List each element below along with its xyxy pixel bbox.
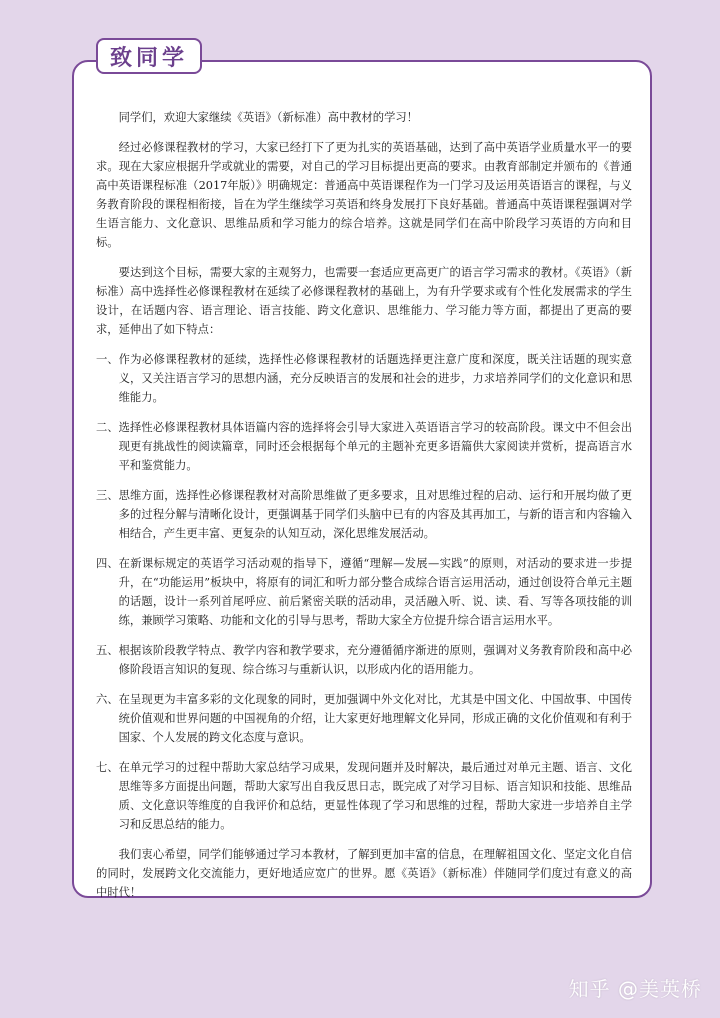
feature-item (96, 554, 632, 630)
feature-text: 在新课标规定的英语学习活动观的指导下，遵循“理解—发展—实践”的原则，对活动的要求进一步提升，在“功能运用”板块中，将原有的词汇和听力部分整合成综合语言运用活动，通过创设符合单元主题的话题，设计一系列首尾呼应、前后紧密关联的活动串，灵活融入听、说、读、看、写等各项技能的训练，兼顾学习策略、功能和文化的引导与思考，帮助大家全方位提升综合语言运用水平。 (118, 557, 632, 627)
feature-text: 思维方面，选择性必修课程教材对高阶思维做了更多要求，且对思维过程的启动、运行和开展均做了更多的过程分解与清晰化设计，更强调基于同学们头脑中已有的内容及其再加工，与新的语言和内容输入相结合，产生更丰富、更复杂的认知互动，深化思维发展活动。 (118, 489, 632, 540)
features-intro-paragraph: 要达到这个目标，需要大家的主观努力，也需要一套适应更高更广的语言学习需求的教材。《英语》（新标准）高中选择性必修课程教材在延续了必修课程教材的基础上，为有升学要求或有个性化发展需求的学生设计，在话题内容、语言理论、语言技能、跨文化意识、思维能力、学习能力等方面，都提出了更高的要求，延伸出了如下特点： (96, 266, 632, 336)
feature-number: 七、 (96, 761, 119, 774)
feature-number: 二、 (96, 421, 119, 434)
feature-text: 在呈现更为丰富多彩的文化现象的同时，更加强调中外文化对比，尤其是中国文化、中国故事、中国传统价值观和世界问题的中国视角的介绍，让大家更好地理解文化异同，形成正确的文化价值观和有利于国家、个人发展的跨文化态度与意识。 (118, 693, 632, 744)
intro-paragraph: 经过必修课程教材的学习，大家已经打下了更为扎实的英语基础，达到了高中英语学业质量水平一的要求。现在大家应根据升学或就业的需要，对自己的学习目标提出更高的要求。由教育部制定并颁布的《普通高中英语课程标准（2017年版）》明确规定：普通高中英语课程作为一门学习及运用英语语言的课程，与义务教育阶段的课程相衔接，旨在为学生继续学习英语和终身发展打下良好基础。普通高中英语课程强调对学生语言能力、文化意识、思维品质和学习能力的综合培养。这就是同学们在高中阶段学习英语的方向和目标。 (96, 141, 632, 249)
feature-number: 三、 (96, 489, 119, 502)
letter-content (96, 108, 632, 913)
feature-number: 六、 (96, 693, 119, 706)
feature-item (96, 758, 632, 834)
feature-text: 作为必修课程教材的延续，选择性必修课程教材的话题选择更注意广度和深度，既关注话题的现实意义，又关注语言学习的思想内涵，充分反映语言的发展和社会的进步，力求培养同学们的文化意识和思维能力。 (118, 353, 632, 404)
feature-text: 在单元学习的过程中帮助大家总结学习成果，发现问题并及时解决，最后通过对单元主题、语言、文化思维等多方面提出问题，帮助大家写出自我反思日志，既完成了对学习目标、语言知识和技能、思维品质、文化意识等维度的自我评价和总结，更显性体现了学习和思维的过程，帮助大家进一步培养自主学习和反思总结的能力。 (118, 761, 632, 831)
feature-text: 根据该阶段教学特点、教学内容和教学要求，充分遵循循序渐进的原则，强调对义务教育阶段和高中必修阶段语言知识的复现、综合练习与重新认识，以形成内化的语用能力。 (118, 644, 632, 676)
feature-number: 四、 (96, 557, 119, 570)
feature-item (96, 690, 632, 747)
watermark: 知乎 @美英桥 (568, 977, 702, 1001)
closing-paragraph: 我们衷心希望，同学们能够通过学习本教材，了解到更加丰富的信息，在理解祖国文化、坚定文化自信的同时，发展跨文化交流能力，更好地适应宽广的世界。愿《英语》（新标准）伴随同学们度过有意义的高中时代！ (96, 848, 632, 899)
feature-item (96, 418, 632, 475)
feature-text: 选择性必修课程教材具体语篇内容的选择将会引导大家进入英语语言学习的较高阶段。课文中不但会出现更有挑战性的阅读篇章，同时还会根据每个单元的主题补充更多语篇供大家阅读并赏析，提高语言水平和鉴赏能力。 (118, 421, 632, 472)
feature-number: 一、 (96, 353, 119, 366)
feature-item (96, 350, 632, 407)
feature-number: 五、 (96, 644, 119, 657)
feature-item (96, 486, 632, 543)
greeting-paragraph: 同学们，欢迎大家继续《英语》（新标准）高中教材的学习！ (118, 111, 418, 124)
page-title: 致同学 (96, 38, 202, 74)
feature-item (96, 641, 632, 679)
